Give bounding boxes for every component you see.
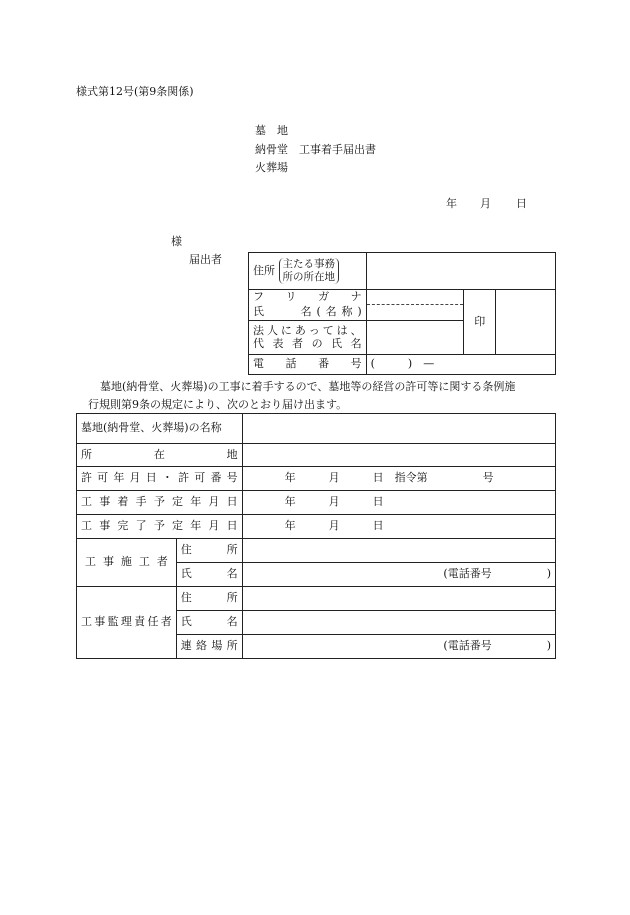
supervisor-address-label: 住 所 (176, 587, 242, 611)
contractor-address-input[interactable] (242, 539, 555, 563)
name-input[interactable] (366, 305, 464, 321)
contractor-label: 工事施工者 (77, 539, 177, 587)
start-date-label: 工事着手予定年月日 (77, 491, 243, 515)
representative-label (249, 321, 367, 355)
supervisor-name-label: 氏 名 (176, 611, 242, 635)
applicant-table (248, 252, 556, 375)
address-label-cell (249, 253, 367, 290)
facility-name-label: 墓地(納骨堂、火葬場)の名称 (77, 414, 243, 444)
location-label: 所 在 地 (77, 444, 243, 467)
permit-input[interactable]: 年 月 日 指令第 号 (242, 467, 555, 491)
supervisor-contact-label: 連絡場所 (176, 635, 242, 659)
address-label: 住所 (253, 264, 275, 277)
contractor-name-label: 氏 名 (176, 563, 242, 587)
contractor-phone[interactable]: (電話番号 ) (242, 563, 555, 587)
date-day: 日 (516, 197, 527, 210)
facility-name-input[interactable] (242, 414, 555, 444)
representative-line-2: 代 表 者 の 氏 名 (253, 336, 362, 350)
phone-label: 電 話 番 号 (249, 355, 367, 375)
end-date-label: 工事完了予定年月日 (77, 515, 243, 539)
title-line-3: 火葬場 (255, 161, 288, 174)
representative-line-1: 法人にあっては、 (253, 323, 362, 337)
contractor-address-label: 住 所 (176, 539, 242, 563)
furigana-label: フ リ ガ ナ (249, 290, 367, 305)
supervisor-label: 工事監理責任者 (77, 587, 177, 659)
supervisor-address-input[interactable] (242, 587, 555, 611)
phone-input[interactable]: ( ) — (366, 355, 555, 375)
representative-input[interactable] (366, 321, 464, 355)
body-text-line-1: 墓地(納骨堂、火葬場)の工事に着手するので、墓地等の経営の許可等に関する条例施 (100, 380, 516, 393)
start-date-input[interactable]: 年 月 日 (242, 491, 555, 515)
date-month: 月 (480, 197, 491, 210)
address-sub-2: 所の所在地 (282, 271, 335, 283)
seal-box[interactable] (496, 290, 556, 355)
permit-label: 許可年月日・許可番号 (77, 467, 243, 491)
form-number: 様式第12号(第9条関係) (76, 85, 194, 98)
body-text-line-2: 行規則第9条の規定により、次のとおり届け出ます。 (88, 398, 348, 411)
date-year: 年 (446, 197, 457, 210)
address-bracket (279, 258, 340, 284)
address-input[interactable] (366, 253, 555, 290)
supervisor-name-input[interactable] (242, 611, 555, 635)
furigana-input[interactable] (366, 290, 464, 305)
address-sub-1: 主たる事務 (282, 257, 335, 270)
applicant-label: 届出者 (189, 253, 222, 266)
end-date-input[interactable]: 年 月 日 (242, 515, 555, 539)
name-label: 氏 名(名称) (249, 305, 367, 321)
addressee-suffix: 様 (171, 235, 182, 248)
location-input[interactable] (242, 444, 555, 467)
title-line-1: 墓 地 (255, 124, 288, 137)
supervisor-phone[interactable]: (電話番号 ) (242, 635, 555, 659)
main-table (76, 413, 556, 659)
title-line-2: 納骨堂 工事着手届出書 (255, 143, 376, 156)
seal-label: 印 (464, 290, 496, 355)
